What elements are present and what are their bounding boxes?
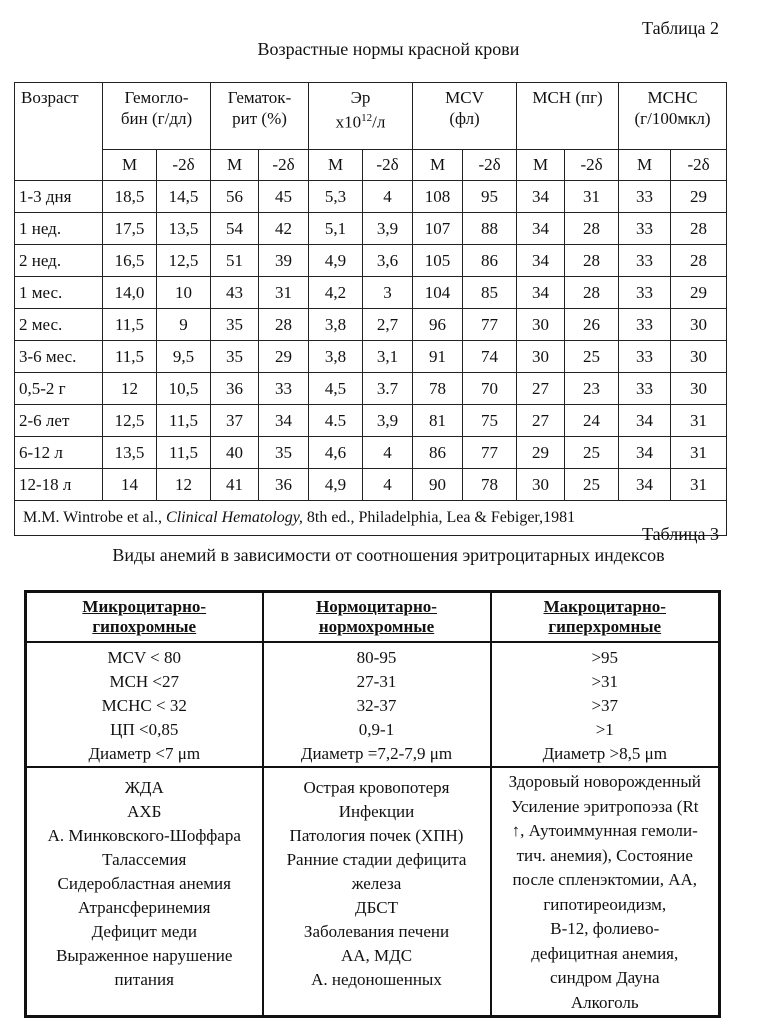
- subheader-mean: M: [619, 150, 671, 181]
- value-cell: 3,6: [363, 245, 413, 277]
- age-cell: 2-6 лет: [15, 405, 103, 437]
- value-cell: 33: [619, 245, 671, 277]
- value-cell: 34: [619, 437, 671, 469]
- index-value: 80-95: [356, 648, 397, 667]
- condition-item: А. недоношенных: [311, 970, 442, 989]
- index-value: MCH <27: [109, 672, 180, 691]
- age-cell: 2 нед.: [15, 245, 103, 277]
- index-value: MCV < 80: [107, 648, 181, 667]
- subheader-minus-2sd: -2δ: [565, 150, 619, 181]
- column-head-normocytic: Нормоцитарно- нормохромные: [263, 592, 491, 643]
- conditions-microcytic: [26, 767, 263, 1017]
- value-cell: 35: [211, 309, 259, 341]
- value-cell: 30: [671, 341, 727, 373]
- value-cell: 33: [619, 213, 671, 245]
- condition-item: после спленэктомии, АА,: [512, 870, 698, 889]
- condition-item: Ранние стадии дефицита: [286, 850, 467, 869]
- age-cell: 6-12 л: [15, 437, 103, 469]
- value-cell: 3: [363, 277, 413, 309]
- value-cell: 51: [211, 245, 259, 277]
- value-cell: 86: [463, 245, 517, 277]
- condition-item: Инфекции: [338, 802, 415, 821]
- table-row: [15, 181, 727, 213]
- condition-item: гипотиреоидизм,: [543, 894, 667, 914]
- value-cell: 4: [363, 181, 413, 213]
- table-row: [15, 309, 727, 341]
- age-cell: 1 нед.: [15, 213, 103, 245]
- value-cell: 36: [259, 469, 309, 501]
- conditions-normocytic: [263, 767, 491, 1017]
- value-cell: 34: [259, 405, 309, 437]
- value-cell: 4,5: [309, 373, 363, 405]
- header-mchc: MCHC (г/100мкл): [619, 83, 727, 150]
- index-value: MCHC < 32: [101, 696, 187, 715]
- value-cell: 25: [565, 437, 619, 469]
- table3-label: Таблица 3: [642, 524, 719, 544]
- value-cell: 27: [517, 405, 565, 437]
- table-row: [15, 373, 727, 405]
- value-cell: 41: [211, 469, 259, 501]
- value-cell: 56: [211, 181, 259, 213]
- value-cell: 26: [565, 309, 619, 341]
- value-cell: 39: [259, 245, 309, 277]
- value-cell: 34: [517, 277, 565, 309]
- value-cell: 29: [671, 277, 727, 309]
- value-cell: 88: [463, 213, 517, 245]
- age-cell: 2 мес.: [15, 309, 103, 341]
- condition-item: Здоровый новорожденный: [508, 772, 701, 791]
- value-cell: 5,1: [309, 213, 363, 245]
- value-cell: 25: [565, 469, 619, 501]
- value-cell: 86: [413, 437, 463, 469]
- value-cell: 14: [103, 469, 157, 501]
- condition-item: Талассемия: [102, 850, 187, 869]
- value-cell: 77: [463, 309, 517, 341]
- value-cell: 104: [413, 277, 463, 309]
- subheader-minus-2sd: -2δ: [157, 150, 211, 181]
- table3-title: Виды анемий в зависимости от соотношения эритроцитарных индексов: [112, 545, 665, 565]
- value-cell: 31: [671, 469, 727, 501]
- value-cell: 43: [211, 277, 259, 309]
- value-cell: 31: [671, 437, 727, 469]
- value-cell: 12: [103, 373, 157, 405]
- value-cell: 34: [517, 245, 565, 277]
- value-cell: 74: [463, 341, 517, 373]
- value-cell: 3,1: [363, 341, 413, 373]
- value-cell: 10,5: [157, 373, 211, 405]
- header-mcv: MCV (фл): [413, 83, 517, 150]
- value-cell: 35: [211, 341, 259, 373]
- value-cell: 11,5: [157, 405, 211, 437]
- value-cell: 3,9: [363, 405, 413, 437]
- value-cell: 31: [259, 277, 309, 309]
- value-cell: 13,5: [103, 437, 157, 469]
- condition-item: ↑, Аутоиммунная гемоли-: [511, 821, 698, 840]
- index-value: >95: [591, 648, 619, 667]
- red-blood-norms-table: [14, 82, 727, 536]
- value-cell: 35: [259, 437, 309, 469]
- subheader-mean: M: [211, 150, 259, 181]
- value-cell: 36: [211, 373, 259, 405]
- indices-microcytic: [26, 642, 263, 767]
- subheader-minus-2sd: -2δ: [463, 150, 517, 181]
- norms-table-body: [15, 181, 727, 536]
- value-cell: 96: [413, 309, 463, 341]
- table2-title: Возрастные нормы красной крови: [257, 39, 520, 59]
- value-cell: 30: [671, 309, 727, 341]
- value-cell: 29: [671, 181, 727, 213]
- index-value: Диаметр <7 μm: [88, 744, 201, 763]
- value-cell: 28: [565, 277, 619, 309]
- value-cell: 30: [671, 373, 727, 405]
- condition-item: ЖДА: [124, 778, 164, 797]
- age-cell: 3-6 мес.: [15, 341, 103, 373]
- value-cell: 12,5: [103, 405, 157, 437]
- header-hemoglobin: Гемогло- бин (г/дл): [103, 83, 211, 150]
- index-value: Диаметр =7,2-7,9 μm: [300, 744, 453, 763]
- condition-item: Усиление эритропоэза (Rt: [510, 796, 699, 816]
- condition-item: Заболевания печени: [303, 922, 450, 941]
- value-cell: 24: [565, 405, 619, 437]
- condition-item: А. Минковского-Шоффара: [47, 826, 241, 845]
- value-cell: 108: [413, 181, 463, 213]
- index-value: >1: [595, 720, 614, 739]
- table2-label: Таблица 2: [642, 18, 719, 38]
- table-row: [15, 213, 727, 245]
- value-cell: 27: [517, 373, 565, 405]
- value-cell: 5,3: [309, 181, 363, 213]
- header-hematocrit: Гематок- рит (%): [211, 83, 309, 150]
- value-cell: 9: [157, 309, 211, 341]
- value-cell: 31: [565, 181, 619, 213]
- column-head-macrocytic: Макроцитарно- гиперхромные: [491, 592, 720, 643]
- index-value: 0,9-1: [358, 720, 395, 739]
- table-row: [15, 245, 727, 277]
- value-cell: 4.5: [309, 405, 363, 437]
- subheader-minus-2sd: -2δ: [671, 150, 727, 181]
- condition-item: синдром Дауна: [550, 968, 660, 987]
- header-mch: MCH (пг): [517, 83, 619, 150]
- condition-item: Острая кровопотеря: [303, 778, 450, 797]
- value-cell: 105: [413, 245, 463, 277]
- value-cell: 3,8: [309, 309, 363, 341]
- condition-item: дефицитная анемия,: [531, 943, 679, 963]
- index-value: ЦП <0,85: [110, 720, 179, 739]
- value-cell: 28: [565, 245, 619, 277]
- indices-macrocytic: [491, 642, 720, 767]
- value-cell: 30: [517, 341, 565, 373]
- value-cell: 4,9: [309, 245, 363, 277]
- value-cell: 11,5: [157, 437, 211, 469]
- value-cell: 28: [259, 309, 309, 341]
- value-cell: 11,5: [103, 309, 157, 341]
- value-cell: 40: [211, 437, 259, 469]
- value-cell: 30: [517, 309, 565, 341]
- value-cell: 30: [517, 469, 565, 501]
- value-cell: 4: [363, 437, 413, 469]
- table-row: [15, 341, 727, 373]
- value-cell: 29: [517, 437, 565, 469]
- value-cell: 14,5: [157, 181, 211, 213]
- condition-item: АХБ: [127, 802, 162, 821]
- condition-item: Патология почек (ХПН): [289, 826, 464, 845]
- value-cell: 70: [463, 373, 517, 405]
- value-cell: 33: [619, 341, 671, 373]
- condition-item: ДБСТ: [355, 898, 398, 917]
- subheader-mean: M: [103, 150, 157, 181]
- subheader-minus-2sd: -2δ: [363, 150, 413, 181]
- subheader-mean: M: [309, 150, 363, 181]
- value-cell: 33: [619, 373, 671, 405]
- age-cell: 0,5-2 г: [15, 373, 103, 405]
- value-cell: 3.7: [363, 373, 413, 405]
- value-cell: 28: [671, 245, 727, 277]
- value-cell: 45: [259, 181, 309, 213]
- value-cell: 42: [259, 213, 309, 245]
- table-row: [15, 469, 727, 501]
- condition-item: Дефицит меди: [91, 922, 197, 941]
- value-cell: 14,0: [103, 277, 157, 309]
- subheader-mean: M: [517, 150, 565, 181]
- condition-item: Выраженное нарушение: [56, 946, 233, 965]
- value-cell: 18,5: [103, 181, 157, 213]
- value-cell: 23: [565, 373, 619, 405]
- index-value: 27-31: [356, 672, 397, 691]
- value-cell: 33: [619, 309, 671, 341]
- table-row: [15, 405, 727, 437]
- value-cell: 16,5: [103, 245, 157, 277]
- condition-item: Атрансферинемия: [78, 898, 211, 917]
- condition-item: питания: [114, 970, 174, 989]
- value-cell: 4,2: [309, 277, 363, 309]
- value-cell: 81: [413, 405, 463, 437]
- condition-item: Сидеробластная анемия: [57, 874, 231, 893]
- condition-item: В-12, фолиево-: [550, 919, 660, 938]
- value-cell: 29: [259, 341, 309, 373]
- value-cell: 34: [517, 213, 565, 245]
- header-erythrocytes: Эр $x10^{12}/л$: [309, 83, 413, 150]
- value-cell: 3,9: [363, 213, 413, 245]
- value-cell: 85: [463, 277, 517, 309]
- value-cell: 31: [671, 405, 727, 437]
- value-cell: 3,8: [309, 341, 363, 373]
- value-cell: 78: [463, 469, 517, 501]
- index-value: >31: [591, 672, 619, 691]
- value-cell: 75: [463, 405, 517, 437]
- value-cell: 9,5: [157, 341, 211, 373]
- table-row: [15, 277, 727, 309]
- table-row: [15, 437, 727, 469]
- value-cell: 12: [157, 469, 211, 501]
- index-value: Диаметр >8,5 μm: [542, 744, 667, 763]
- age-cell: 1-3 дня: [15, 181, 103, 213]
- value-cell: 34: [619, 469, 671, 501]
- column-head-microcytic: Микроцитарно- гипохромные: [26, 592, 263, 643]
- value-cell: 33: [619, 181, 671, 213]
- conditions-macrocytic: [491, 767, 720, 1017]
- index-value: 32-37: [356, 696, 397, 715]
- condition-item: тич. анемия), Состояние: [516, 845, 693, 865]
- subheader-mean: M: [413, 150, 463, 181]
- value-cell: 10: [157, 277, 211, 309]
- header-age: Возраст: [15, 83, 103, 181]
- value-cell: 17,5: [103, 213, 157, 245]
- value-cell: 28: [565, 213, 619, 245]
- age-cell: 12-18 л: [15, 469, 103, 501]
- value-cell: 91: [413, 341, 463, 373]
- value-cell: 33: [259, 373, 309, 405]
- value-cell: 78: [413, 373, 463, 405]
- source-citation: M.M. Wintrobe et al., Clinical Hematology, 8th ed., Philadelphia, Lea & Febiger,1981: [15, 501, 727, 536]
- condition-item: Алкоголь: [570, 992, 639, 1012]
- value-cell: 107: [413, 213, 463, 245]
- value-cell: 34: [619, 405, 671, 437]
- subheader-minus-2sd: -2δ: [259, 150, 309, 181]
- value-cell: 4: [363, 469, 413, 501]
- value-cell: 54: [211, 213, 259, 245]
- value-cell: 25: [565, 341, 619, 373]
- age-cell: 1 мес.: [15, 277, 103, 309]
- value-cell: 4,9: [309, 469, 363, 501]
- value-cell: 77: [463, 437, 517, 469]
- value-cell: 33: [619, 277, 671, 309]
- condition-item: АА, МДС: [340, 946, 413, 965]
- value-cell: 28: [671, 213, 727, 245]
- value-cell: 37: [211, 405, 259, 437]
- index-value: >37: [591, 696, 619, 715]
- indices-normocytic: [263, 642, 491, 767]
- value-cell: 13,5: [157, 213, 211, 245]
- value-cell: 11,5: [103, 341, 157, 373]
- value-cell: 2,7: [363, 309, 413, 341]
- anemia-types-table: [24, 590, 721, 1018]
- condition-item: железа: [351, 874, 402, 893]
- value-cell: 34: [517, 181, 565, 213]
- value-cell: 4,6: [309, 437, 363, 469]
- value-cell: 12,5: [157, 245, 211, 277]
- value-cell: 90: [413, 469, 463, 501]
- value-cell: 95: [463, 181, 517, 213]
